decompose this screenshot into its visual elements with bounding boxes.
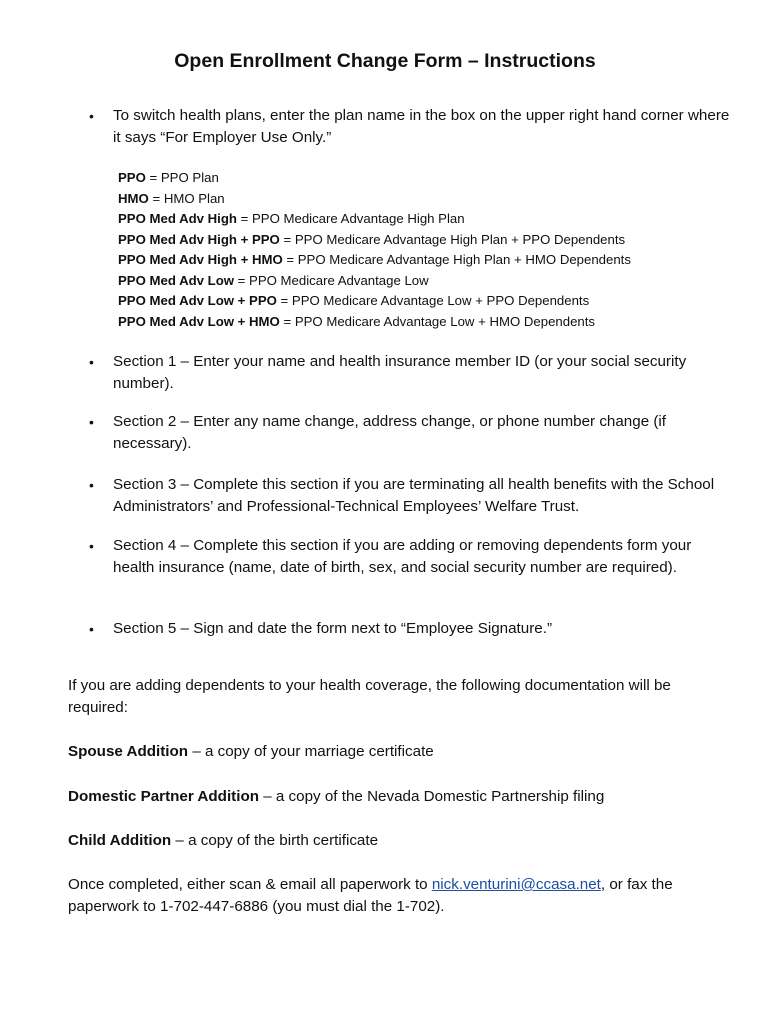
child-addition-label: Child Addition [68,832,172,849]
plan-code-description: PPO Plan [160,170,219,185]
plan-code-description: PPO Medicare Advantage High Plan [251,211,465,226]
plan-code-separator: = [145,170,161,185]
plan-code-description: PPO Medicare Advantage High Plan + PPO Dependents [294,231,626,247]
page-title: Open Enrollment Change Form – Instructions [174,50,596,72]
bullet-glyph: • [89,621,94,637]
section-3-text: Section 3 – Complete this section if you are terminating all health benefits with the School Administrators’ and Professional-Technical Employees’ Welfare Trust. [113,476,715,515]
plan-code: HMO [118,190,149,206]
plan-code-line [118,250,631,271]
plan-code-description: PPO Medicare Advantage Low [249,272,429,288]
bullet-glyph: • [89,354,94,370]
plan-code: PPO Med Adv Low + PPO [118,293,277,308]
plan-code: PPO Med Adv Low + HMO [118,313,280,329]
plan-code-separator: = [276,293,292,308]
domestic-partner-text: – a copy of the Nevada Domestic Partnership filing [259,788,605,805]
plan-code: PPO Med Adv High + HMO [118,252,283,267]
spouse-addition [68,741,728,763]
section-5-text: Section 5 – Sign and date the form next to “Employee Signature.” [113,620,553,637]
email-link[interactable]: nick.venturini@ccasa.net [431,876,601,893]
section-2-text: Section 2 – Enter any name change, address change, or phone number change (if necessary). [113,413,667,452]
spouse-addition-label: Spouse Addition [68,743,189,760]
bullet-glyph: • [89,477,94,493]
plan-code-separator: = [236,211,252,226]
plan-code-line [118,291,631,312]
child-addition [68,830,728,852]
domestic-partner-addition [68,786,728,808]
plan-code-line [118,312,631,333]
plan-code-line [118,271,631,292]
closing-text-after: , or fax the paperwork to 1-702-447-6886 (you must dial the 1-702). [68,876,673,915]
plan-code-description: PPO Medicare Advantage Low + PPO Dependents [291,293,590,308]
plan-code-separator: = [148,190,164,206]
documentation-intro: If you are adding dependents to your health coverage, the following documentation will be required: [68,677,671,716]
plan-code-line [118,209,631,230]
plan-code: PPO Med Adv Low [118,272,235,288]
plan-code-line [118,230,631,251]
bullet-glyph: • [89,414,94,430]
plan-code-description: PPO Medicare Advantage High Plan + HMO Dependents [297,252,631,267]
section-4-text: Section 4 – Complete this section if you are adding or removing dependents form your health insurance (name, date of birth, sex, and social security number are required). [113,537,692,576]
plan-code-separator: = [282,252,298,267]
plan-code-line [118,168,631,189]
spouse-addition-text: – a copy of your marriage certificate [188,743,434,760]
plan-code-description: HMO Plan [163,190,225,206]
plan-code-separator: = [234,272,250,288]
closing-text-before: Once completed, either scan & email all paperwork to [68,876,432,893]
plan-code: PPO [118,170,146,185]
plan-code-separator: = [279,313,295,329]
plan-code: PPO Med Adv High + PPO [118,231,280,247]
plan-code-separator: = [279,231,295,247]
intro-bullet-text: To switch health plans, enter the plan name in the box on the upper right hand corner where it says “For Employer Use Only.” [113,107,730,146]
child-addition-text: – a copy of the birth certificate [171,832,379,849]
plan-code-line [118,189,631,210]
closing-paragraph [68,874,728,918]
domestic-partner-label: Domestic Partner Addition [68,788,259,805]
plan-code-list [118,168,631,332]
bullet-glyph: • [89,108,94,124]
bullet-glyph: • [89,538,94,554]
section-1-text: Section 1 – Enter your name and health insurance member ID (or your social security number). [113,353,687,392]
plan-code-description: PPO Medicare Advantage Low + HMO Dependents [294,313,596,329]
plan-code: PPO Med Adv High [118,211,237,226]
